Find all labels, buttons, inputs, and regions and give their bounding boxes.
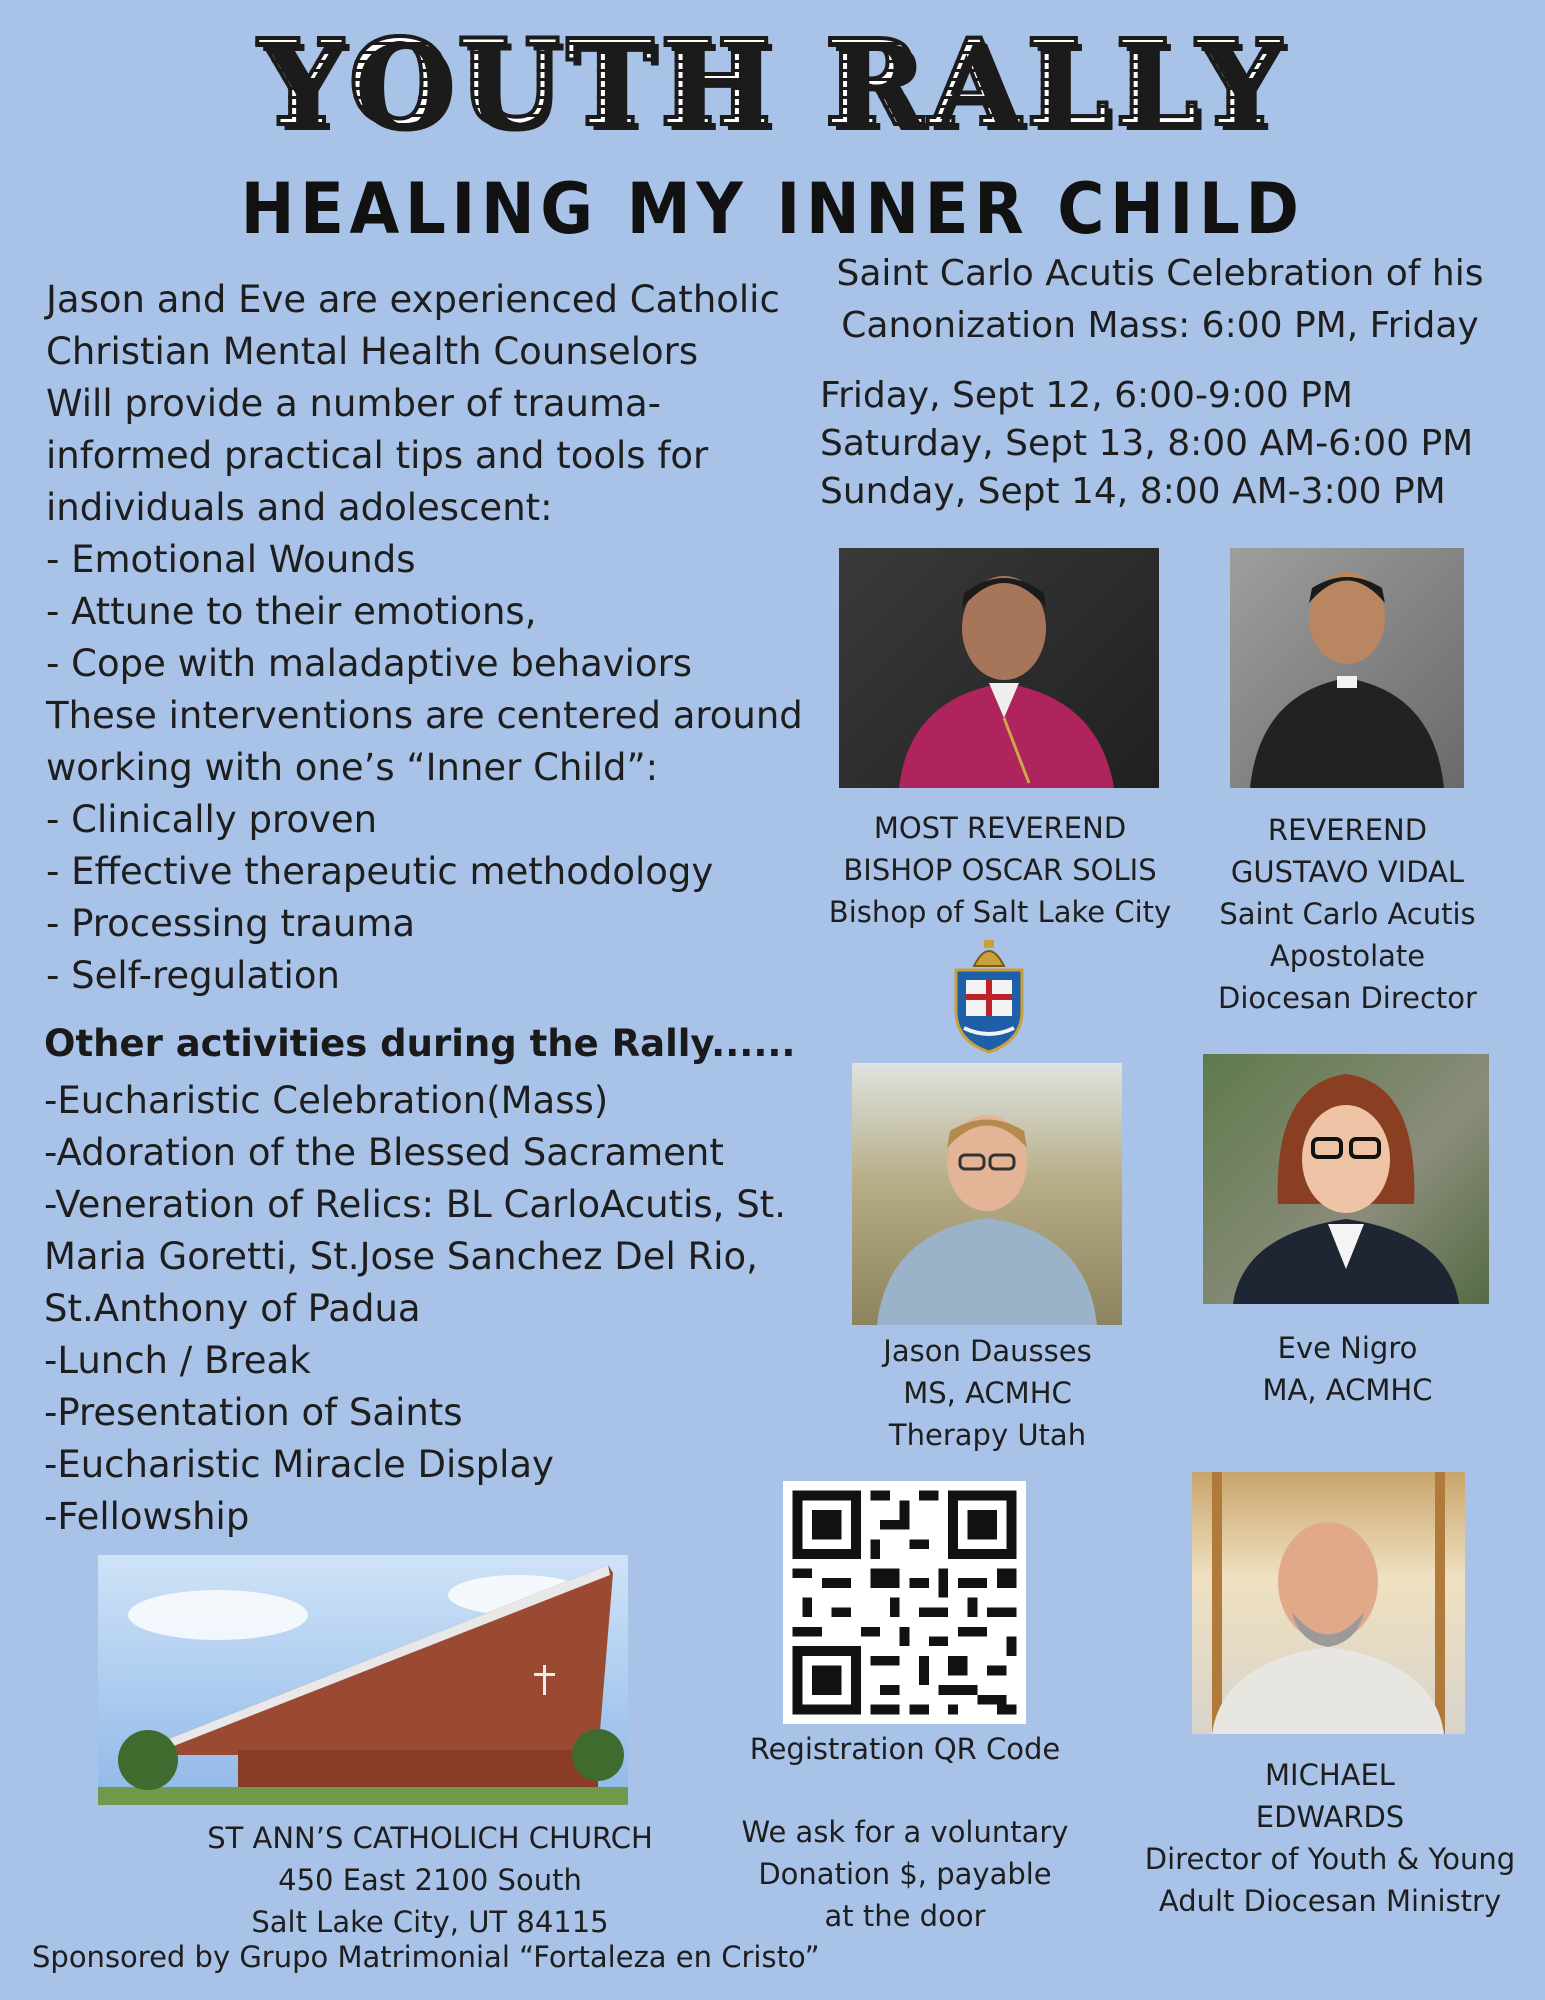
donation-line: at the door xyxy=(824,1899,986,1933)
church-street: 450 East 2100 South xyxy=(278,1863,582,1897)
intro-line: - Cope with maladaptive behaviors xyxy=(46,642,693,685)
gustavo-vidal-photo xyxy=(1230,548,1464,788)
sponsor-line: Sponsored by Grupo Matrimonial “Fortaleza en Cristo” xyxy=(32,1940,820,1974)
diocese-seal-icon xyxy=(944,936,1034,1056)
activity-line: St.Anthony of Padua xyxy=(44,1287,421,1330)
eve-nigro-photo xyxy=(1203,1054,1489,1304)
canonization-line: Saint Carlo Acutis Celebration of his xyxy=(836,253,1484,294)
caption-line: MOST REVEREND xyxy=(873,811,1127,845)
michael-edwards-photo xyxy=(1192,1472,1465,1734)
canonization-mass-note xyxy=(790,248,1530,352)
activity-line: -Adoration of the Blessed Sacrament xyxy=(44,1131,724,1174)
church-city: Salt Lake City, UT 84115 xyxy=(251,1905,609,1939)
caption-line: Saint Carlo Acutis xyxy=(1219,897,1476,931)
intro-line: - Processing trauma xyxy=(46,902,416,945)
bishop-solis-photo xyxy=(839,548,1159,788)
rally-title: YOUTH RALLY xyxy=(0,18,1545,148)
activity-line: -Lunch / Break xyxy=(44,1339,311,1382)
gustavo-vidal-caption xyxy=(1185,809,1510,1019)
caption-line: BISHOP OSCAR SOLIS xyxy=(843,853,1157,887)
caption-line: EDWARDS xyxy=(1255,1800,1405,1834)
intro-line: - Clinically proven xyxy=(46,798,378,841)
intro-line: Jason and Eve are experienced Catholic xyxy=(46,278,780,321)
qr-caption: Registration QR Code xyxy=(749,1732,1061,1766)
jason-dausses-caption xyxy=(830,1330,1145,1456)
church-address xyxy=(150,1817,710,1943)
intro-line: Will provide a number of trauma- xyxy=(46,382,662,425)
bishop-solis-caption xyxy=(800,807,1200,933)
activity-line: -Eucharistic Miracle Display xyxy=(44,1443,554,1486)
activities-heading: Other activities during the Rally...... xyxy=(44,1022,796,1065)
activity-line: -Fellowship xyxy=(44,1495,250,1538)
activity-line: -Veneration of Relics: BL CarloAcutis, St. xyxy=(44,1183,786,1226)
schedule-saturday: Saturday, Sept 13, 8:00 AM-6:00 PM xyxy=(820,423,1474,464)
intro-line: Christian Mental Health Counselors xyxy=(46,330,699,373)
schedule-sunday: Sunday, Sept 14, 8:00 AM-3:00 PM xyxy=(820,471,1446,512)
caption-line: MS, ACMHC xyxy=(903,1376,1072,1410)
caption-line: Therapy Utah xyxy=(888,1418,1087,1452)
intro-line: - Self-regulation xyxy=(46,954,340,997)
caption-line: Director of Youth & Young xyxy=(1144,1842,1516,1876)
caption-line: GUSTAVO VIDAL xyxy=(1230,855,1465,889)
canonization-line: Canonization Mass: 6:00 PM, Friday xyxy=(841,305,1479,346)
schedule xyxy=(820,372,1473,516)
registration-qr-code[interactable] xyxy=(783,1481,1026,1724)
michael-edwards-caption xyxy=(1120,1754,1540,1922)
intro-text xyxy=(46,274,806,1002)
church-name: ST ANN’S CATHOLICH CHURCH xyxy=(207,1821,653,1855)
st-anns-church-photo xyxy=(98,1555,628,1805)
caption-line: REVEREND xyxy=(1267,813,1428,847)
caption-line: Adult Diocesan Ministry xyxy=(1158,1884,1502,1918)
caption-line: MICHAEL xyxy=(1265,1758,1395,1792)
activities-list xyxy=(44,1075,804,1543)
intro-line: - Effective therapeutic methodology xyxy=(46,850,714,893)
intro-line: - Emotional Wounds xyxy=(46,538,416,581)
intro-line: working with one’s “Inner Child”: xyxy=(46,746,659,789)
caption-line: MA, ACMHC xyxy=(1262,1373,1433,1407)
activity-line: -Eucharistic Celebration(Mass) xyxy=(44,1079,609,1122)
intro-line: - Attune to their emotions, xyxy=(46,590,537,633)
schedule-friday: Friday, Sept 12, 6:00-9:00 PM xyxy=(820,375,1353,416)
rally-subtitle: HEALING MY INNER CHILD xyxy=(240,168,1305,250)
caption-line: Bishop of Salt Lake City xyxy=(828,895,1172,929)
jason-dausses-photo xyxy=(852,1063,1122,1325)
donation-note xyxy=(700,1811,1110,1937)
activity-line: -Presentation of Saints xyxy=(44,1391,463,1434)
caption-line: Diocesan Director xyxy=(1218,981,1477,1015)
intro-line: informed practical tips and tools for xyxy=(46,434,709,477)
eve-nigro-caption xyxy=(1185,1327,1510,1411)
caption-line: Eve Nigro xyxy=(1277,1331,1418,1365)
donation-line: We ask for a voluntary xyxy=(741,1815,1069,1849)
caption-line: Apostolate xyxy=(1269,939,1426,973)
intro-line: individuals and adolescent: xyxy=(46,486,553,529)
intro-line: These interventions are centered around xyxy=(46,694,803,737)
caption-line: Jason Dausses xyxy=(883,1334,1092,1368)
donation-line: Donation $, payable xyxy=(758,1857,1052,1891)
activity-line: Maria Goretti, St.Jose Sanchez Del Rio, xyxy=(44,1235,758,1278)
